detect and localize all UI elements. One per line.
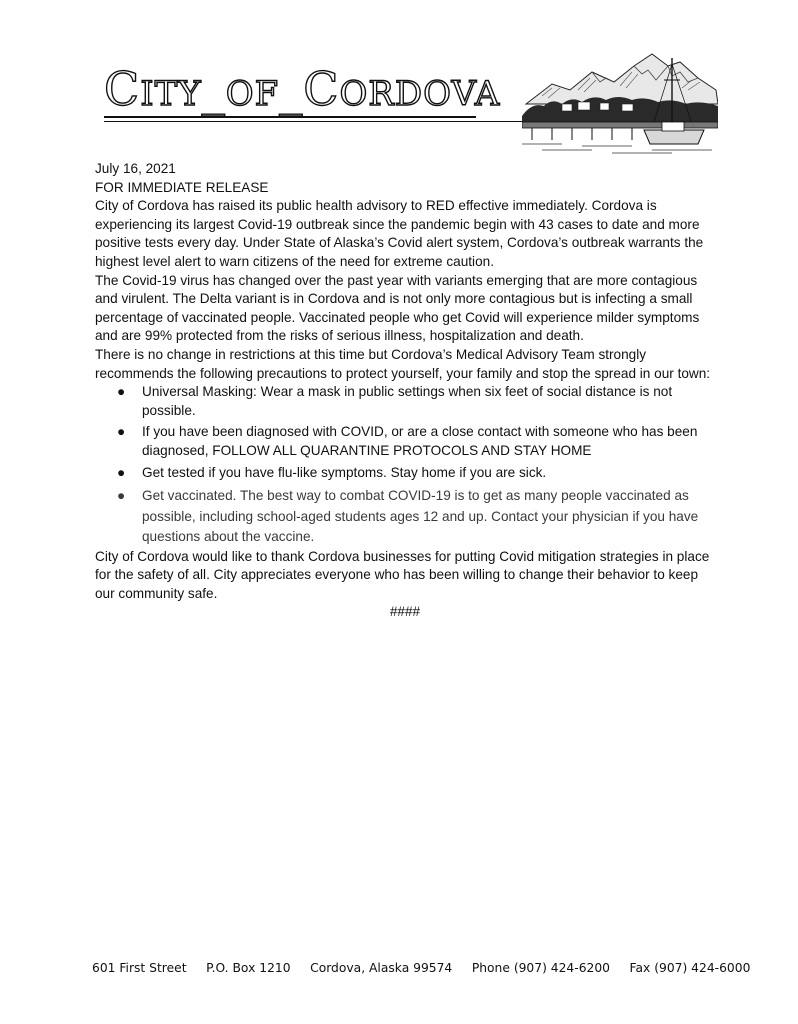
list-item-text: Universal Masking: Wear a mask in public settings when six feet of social distance is not possible. — [142, 384, 673, 418]
bullet-icon: ● — [117, 424, 126, 440]
paragraph-advisory: City of Cordova has raised its public health advisory to RED effective immediately. Cordova is experiencing its largest Covid-19 outbreak since the pandemic begin with 43 cases to date and more positive tests every day. Under State of Alaska’s Covid alert system, Cordova’s outbreak warrants the highest level alert to warn citizens of the need for extreme caution. — [95, 198, 704, 269]
footer-address — [92, 961, 751, 975]
city-title-logo: CITY_OF_CORDOVA — [104, 62, 501, 116]
list-item-text: Get vaccinated. The best way to combat COVID-19 is to get as many people vaccinated as possible, including school-aged students ages 12 and up. Contact your physician if you have questions about the vaccine. — [142, 488, 699, 545]
list-item — [117, 383, 715, 420]
list-item-text: Get tested if you have flu-like symptoms. Stay home if you are sick. — [142, 464, 547, 480]
precautions-list — [95, 383, 715, 547]
harbor-illustration — [522, 44, 718, 156]
footer-street: 601 First Street — [92, 961, 187, 975]
paragraph-variant: The Covid-19 virus has changed over the past year with variants emerging that are more contagious and virulent. The Delta variant is in Cordova and is not only more contagious but is infecting a small percentage of vaccinated people. Vaccinated people who get Covid will experience milder symptoms and are 99% protected from the risks of serious illness, hospitalization and death. — [95, 272, 700, 344]
release-label: FOR IMMEDIATE RELEASE — [95, 179, 269, 195]
footer-po-box: P.O. Box 1210 — [206, 961, 291, 975]
list-item-text: If you have been diagnosed with COVID, or are a close contact with someone who has been diagnosed, FOLLOW ALL QUARANTINE PROTOCOLS AND STAY HOME — [142, 424, 698, 458]
footer-phone: Phone (907) 424-6200 — [471, 961, 610, 975]
footer-fax: Fax (907) 424-6000 — [629, 961, 751, 975]
end-mark: #### — [389, 604, 421, 620]
press-release-body — [95, 160, 715, 622]
release-date: July 16, 2021 — [95, 161, 176, 176]
bullet-icon: ● — [117, 384, 126, 400]
letterhead — [96, 44, 718, 156]
footer-city: Cordova, Alaska 99574 — [310, 961, 453, 975]
list-item — [117, 464, 715, 483]
paragraph-recommendations: There is no change in restrictions at this time but Cordova’s Medical Advisory Team strongly recommends the following precautions to protect yourself, your family and stop the spread in our town: — [95, 346, 711, 381]
list-item — [117, 486, 715, 548]
bullet-icon: ● — [117, 464, 126, 480]
bullet-icon: ● — [117, 488, 126, 504]
letterhead-rule — [104, 116, 476, 118]
list-item — [117, 423, 715, 460]
paragraph-thanks: City of Cordova would like to thank Cordova businesses for putting Covid mitigation strategies in place for the safety of all. City appreciates everyone who has been willing to change their behavior to keep our community safe. — [95, 548, 710, 601]
